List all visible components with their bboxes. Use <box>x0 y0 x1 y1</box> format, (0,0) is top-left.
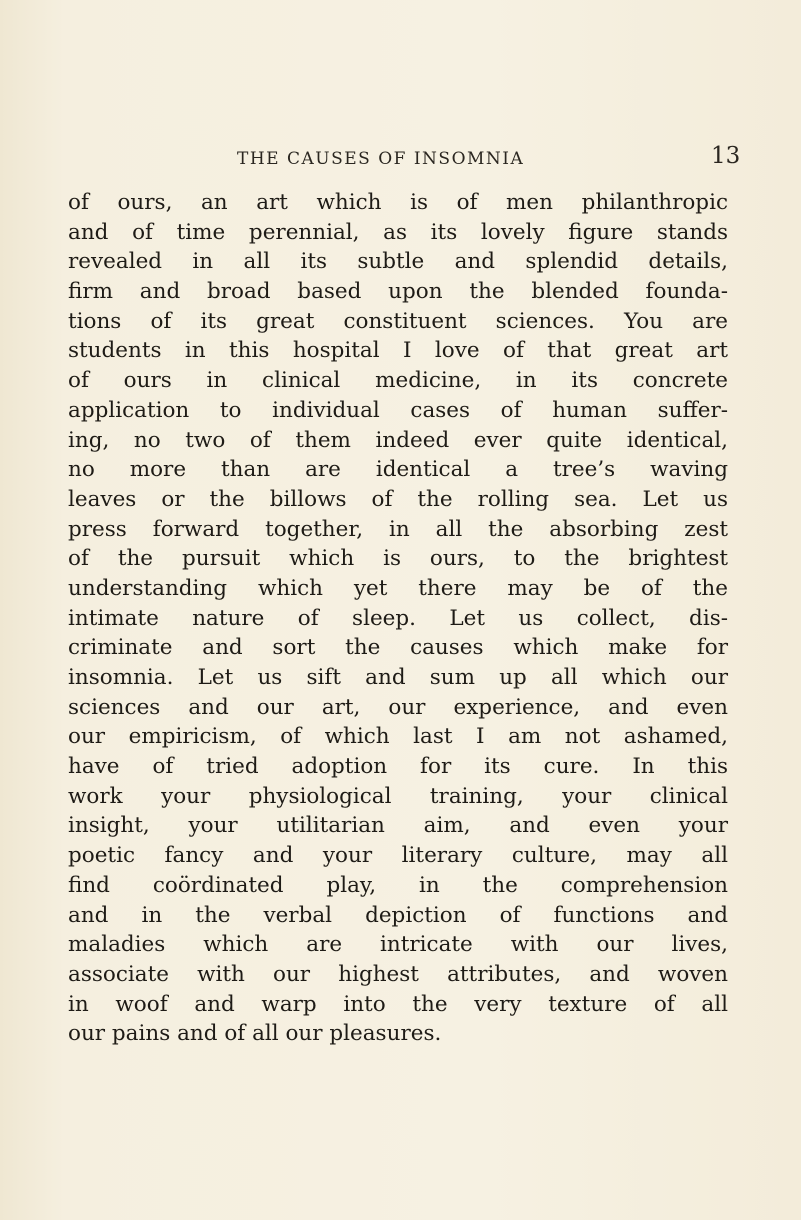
text-line: and in the verbal depiction of functions and <box>68 902 728 928</box>
text-line: our empiricism, of which last I am not ashamed, <box>68 724 728 750</box>
text-line: intimate nature of sleep. Let us collect, dis- <box>68 605 728 631</box>
text-line: insight, your utilitarian aim, and even your <box>68 813 728 839</box>
text-line: associate with our highest attributes, and woven <box>68 961 728 987</box>
text-line: leaves or the billows of the rolling sea. Let us <box>68 486 728 512</box>
text-line: in woof and warp into the very texture of all <box>68 991 728 1017</box>
text-line: application to individual cases of human suffer- <box>68 397 728 423</box>
text-line: sciences and our art, our experience, and even <box>68 694 728 720</box>
page-number: 13 <box>711 143 741 169</box>
text-line: of ours, an art which is of men philanthropic <box>68 190 728 215</box>
text-line: tions of its great constituent sciences. You are <box>68 308 728 334</box>
text-line: have of tried adoption for its cure. In this <box>68 754 728 780</box>
text-line: no more than are identical a tree’s waving <box>68 457 728 483</box>
text-line: poetic fancy and your literary culture, may all <box>68 843 728 869</box>
text-line-last: our pains and of all our pleasures. <box>68 1021 442 1047</box>
running-head-title: THE CAUSES OF INSOMNIA <box>237 149 525 169</box>
text-line: firm and broad based upon the blended founda- <box>68 279 728 305</box>
text-line: maladies which are intricate with our lives, <box>68 932 728 958</box>
text-line: find coördinated play, in the comprehension <box>68 872 728 898</box>
text-line: of the pursuit which is ours, to the brightest <box>68 546 728 572</box>
text-line: work your physiological training, your clinical <box>68 783 728 809</box>
text-line: insomnia. Let us sift and sum up all which our <box>68 665 728 690</box>
text-line: ing, no two of them indeed ever quite identical, <box>68 427 728 453</box>
text-line: criminate and sort the causes which make for <box>68 635 728 661</box>
text-line: of ours in clinical medicine, in its concrete <box>68 368 728 394</box>
text-line: press forward together, in all the absorbing zest <box>68 516 728 542</box>
body-paragraph <box>68 188 728 1049</box>
text-line: and of time perennial, as its lovely figure stands <box>68 219 728 245</box>
text-line: students in this hospital I love of that great art <box>68 338 728 364</box>
text-line: revealed in all its subtle and splendid details, <box>68 249 728 275</box>
text-line: understanding which yet there may be of the <box>68 575 728 601</box>
